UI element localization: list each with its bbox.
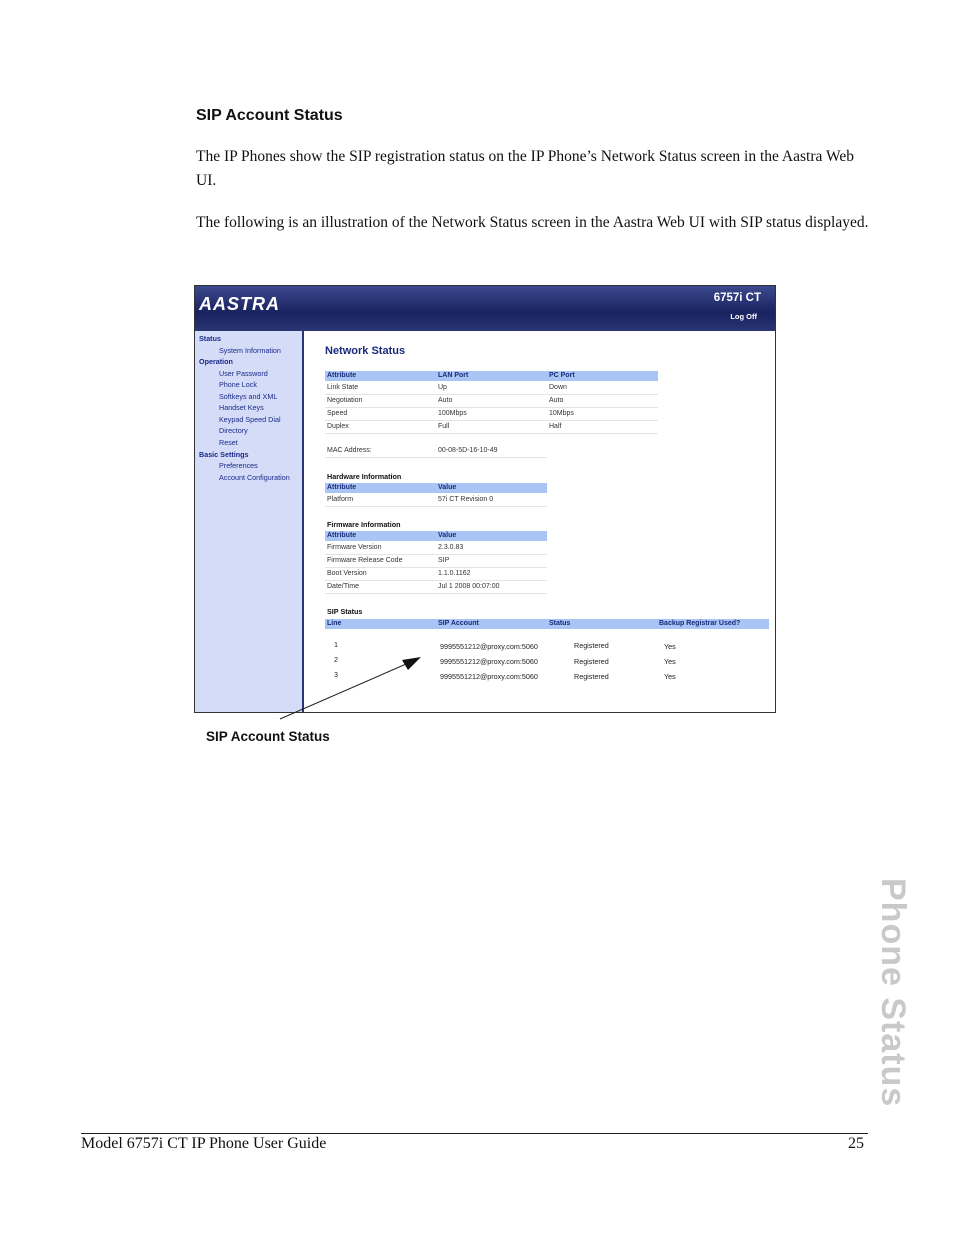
log-off-link[interactable]: Log Off — [730, 312, 757, 321]
mac-label: MAC Address: — [327, 447, 372, 454]
sip-line: 1 — [334, 640, 338, 649]
network-cell: Negotiation — [327, 397, 363, 404]
network-cell: 100Mbps — [438, 410, 467, 417]
network-cell: Auto — [438, 397, 453, 404]
footer-guide-title: Model 6757i CT IP Phone User Guide — [81, 1135, 327, 1152]
sip-status: Registered — [574, 657, 609, 666]
firmware-cell: Firmware Version — [327, 544, 382, 551]
section-heading: SIP Account Status — [196, 107, 343, 124]
nav-item-keypad-speed-dial[interactable]: Keypad Speed Dial — [219, 415, 281, 424]
model-label: 6757i CT — [713, 292, 761, 304]
network-cell: Half — [549, 423, 562, 430]
firmware-cell: 2.3.0.83 — [438, 544, 464, 551]
network-cell: Auto — [549, 397, 564, 404]
network-col-lan: LAN Port — [438, 372, 469, 379]
network-cell: Up — [438, 384, 447, 391]
nav-item-phone-lock[interactable]: Phone Lock — [219, 380, 257, 389]
network-status-title: Network Status — [325, 345, 406, 357]
hardware-col-value: Value — [438, 484, 457, 491]
sip-backup: Yes — [664, 657, 676, 666]
nav-item-system-information[interactable]: System Information — [219, 346, 281, 355]
illustration-paragraph: The following is an illustration of the Network Status screen in the Aastra Web UI with SIP status displayed. — [196, 214, 869, 231]
sip-col-status: Status — [549, 620, 571, 627]
firmware-cell: Boot Version — [327, 570, 367, 577]
sip-status: Registered — [574, 641, 609, 650]
sip-status: Registered — [574, 672, 609, 681]
page-number: 25 — [848, 1135, 864, 1152]
nav-item-softkeys-xml[interactable]: Softkeys and XML — [219, 392, 278, 401]
network-cell: Full — [438, 423, 450, 430]
footer-rule — [81, 1133, 868, 1134]
firmware-cell: 1.1.0.1162 — [438, 570, 471, 577]
nav-item-preferences[interactable]: Preferences — [219, 461, 258, 470]
firmware-cell: SIP — [438, 557, 450, 564]
chapter-side-title-text: Phone Status — [874, 878, 912, 1108]
firmware-title: Firmware Information — [327, 520, 401, 529]
nav-item-handset-keys[interactable]: Handset Keys — [219, 403, 264, 412]
network-col-pc: PC Port — [549, 372, 575, 379]
chapter-side-title — [870, 880, 920, 1110]
hardware-title: Hardware Information — [327, 472, 402, 481]
sip-account: 9995551212@proxy.com:5060 — [440, 642, 538, 651]
nav-group-operation: Operation — [199, 357, 233, 366]
firmware-col-attribute: Attribute — [327, 532, 357, 539]
intro-paragraph: The IP Phones show the SIP registration status on the IP Phone’s Network Status screen in the Aastra Web UI. — [196, 148, 854, 189]
sip-col-backup: Backup Registrar Used? — [659, 620, 741, 627]
nav-group-status: Status — [199, 334, 221, 343]
sip-account: 9995551212@proxy.com:5060 — [440, 672, 538, 681]
hardware-col-attribute: Attribute — [327, 484, 357, 491]
figure-caption: SIP Account Status — [206, 729, 330, 744]
nav-group-basic-settings: Basic Settings — [199, 450, 249, 459]
network-col-attribute: Attribute — [327, 372, 357, 379]
nav-item-directory[interactable]: Directory — [219, 426, 248, 435]
network-cell: Duplex — [327, 423, 349, 430]
nav-item-reset[interactable]: Reset — [219, 438, 238, 447]
network-cell: Speed — [327, 410, 348, 417]
nav-item-account-configuration[interactable]: Account Configuration — [219, 473, 290, 482]
network-cell: Link State — [327, 384, 359, 391]
mac-value: 00-08-5D-16-10-49 — [438, 447, 498, 454]
sip-status-title: SIP Status — [327, 607, 363, 616]
sip-backup: Yes — [664, 672, 676, 681]
sip-account: 9995551212@proxy.com:5060 — [440, 657, 538, 666]
sip-line: 2 — [334, 655, 338, 664]
aastra-logo: AASTRA — [199, 294, 280, 314]
sip-col-account: SIP Account — [438, 620, 479, 627]
network-cell: 10Mbps — [549, 410, 574, 417]
sip-line: 3 — [334, 670, 338, 679]
firmware-cell: Firmware Release Code — [327, 557, 403, 564]
firmware-col-value: Value — [438, 532, 457, 539]
sip-backup: Yes — [664, 642, 676, 651]
hardware-cell: Platform — [327, 496, 354, 503]
hardware-cell: 57i CT Revision 0 — [438, 496, 494, 503]
firmware-cell: Date/Time — [327, 583, 360, 590]
firmware-cell: Jul 1 2008 00:07:00 — [438, 583, 500, 590]
sip-col-line: Line — [327, 620, 342, 627]
network-cell: Down — [549, 384, 567, 391]
nav-item-user-password[interactable]: User Password — [219, 369, 268, 378]
